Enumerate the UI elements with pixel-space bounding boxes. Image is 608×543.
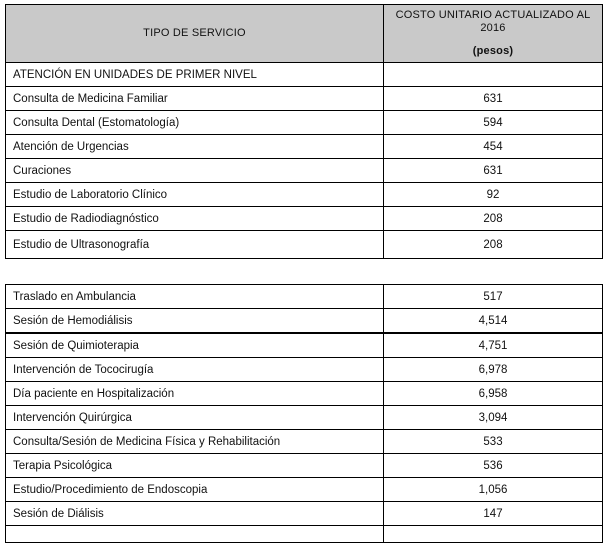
table-row [6, 430, 603, 454]
service-cost-cell: 517 [384, 285, 603, 309]
table-row [6, 87, 603, 111]
service-cost-cell: 6,958 [384, 382, 603, 406]
service-cost-cell: 631 [384, 159, 603, 183]
table-row-clipped [6, 526, 603, 543]
service-name-cell: Consulta de Medicina Familiar [6, 87, 384, 111]
service-cost-cell: 594 [384, 111, 603, 135]
service-name-cell: Atención de Urgencias [6, 135, 384, 159]
service-cost-cell: 1,056 [384, 478, 603, 502]
service-name-cell: Estudio de Radiodiagnóstico [6, 207, 384, 231]
header-label-cost-year: 2016 [480, 22, 506, 34]
service-name-cell: Intervención Quirúrgica [6, 406, 384, 430]
header-row [6, 5, 603, 63]
header-cell-service [6, 5, 384, 63]
service-name-cell: Estudio de Laboratorio Clínico [6, 183, 384, 207]
service-cost-cell: 536 [384, 454, 603, 478]
service-cost-cell: 4,514 [384, 309, 603, 334]
service-name-cell: Terapia Psicológica [6, 454, 384, 478]
table-row [6, 454, 603, 478]
table-row [6, 159, 603, 183]
service-name-cell [6, 526, 384, 543]
header-label-cost-line1: COSTO UNITARIO ACTUALIZADO AL [395, 9, 591, 21]
service-cost-cell: 533 [384, 430, 603, 454]
service-cost-cell [384, 526, 603, 543]
table-row [6, 183, 603, 207]
header-label-service: TIPO DE SERVICIO [143, 27, 246, 39]
service-name-cell: Día paciente en Hospitalización [6, 382, 384, 406]
table-row [6, 309, 603, 334]
service-cost-cell: 92 [384, 183, 603, 207]
table-row [6, 382, 603, 406]
service-name-cell: Sesión de Hemodiálisis [6, 309, 384, 334]
table-row [6, 207, 603, 231]
service-cost-cell: 6,978 [384, 358, 603, 382]
table-row [6, 285, 603, 309]
table-row [6, 135, 603, 159]
service-name-cell: Consulta Dental (Estomatología) [6, 111, 384, 135]
service-name-cell: Estudio de Ultrasonografía [6, 231, 384, 259]
section-cost-cell [384, 63, 603, 87]
table-body-servicios [6, 285, 603, 543]
service-name-cell: Sesión de Quimioterapia [6, 333, 384, 358]
table-row [6, 333, 603, 358]
service-cost-cell: 208 [384, 231, 603, 259]
service-cost-cell: 3,094 [384, 406, 603, 430]
section-title-cell: ATENCIÓN EN UNIDADES DE PRIMER NIVEL [6, 63, 384, 87]
header-label-cost-units: (pesos) [472, 45, 514, 57]
service-name-cell: Consulta/Sesión de Medicina Física y Rehabilitación [6, 430, 384, 454]
table-body-primer-nivel [6, 63, 603, 259]
table-row [6, 111, 603, 135]
service-name-cell: Curaciones [6, 159, 384, 183]
service-cost-cell: 4,751 [384, 333, 603, 358]
table-header [6, 5, 603, 63]
service-cost-cell: 631 [384, 87, 603, 111]
table-row [6, 502, 603, 526]
table-row [6, 406, 603, 430]
service-name-cell: Sesión de Diálisis [6, 502, 384, 526]
service-cost-cell: 454 [384, 135, 603, 159]
table-row [6, 478, 603, 502]
service-name-cell: Intervención de Tococirugía [6, 358, 384, 382]
service-cost-cell: 147 [384, 502, 603, 526]
table-row [6, 358, 603, 382]
table-row-section-header [6, 63, 603, 87]
service-cost-cell: 208 [384, 207, 603, 231]
service-name-cell: Traslado en Ambulancia [6, 285, 384, 309]
service-name-cell: Estudio/Procedimiento de Endoscopia [6, 478, 384, 502]
header-cell-cost [384, 5, 603, 63]
table-row [6, 231, 603, 259]
table-servicios-especializados [5, 284, 603, 543]
table-primer-nivel [5, 4, 603, 259]
